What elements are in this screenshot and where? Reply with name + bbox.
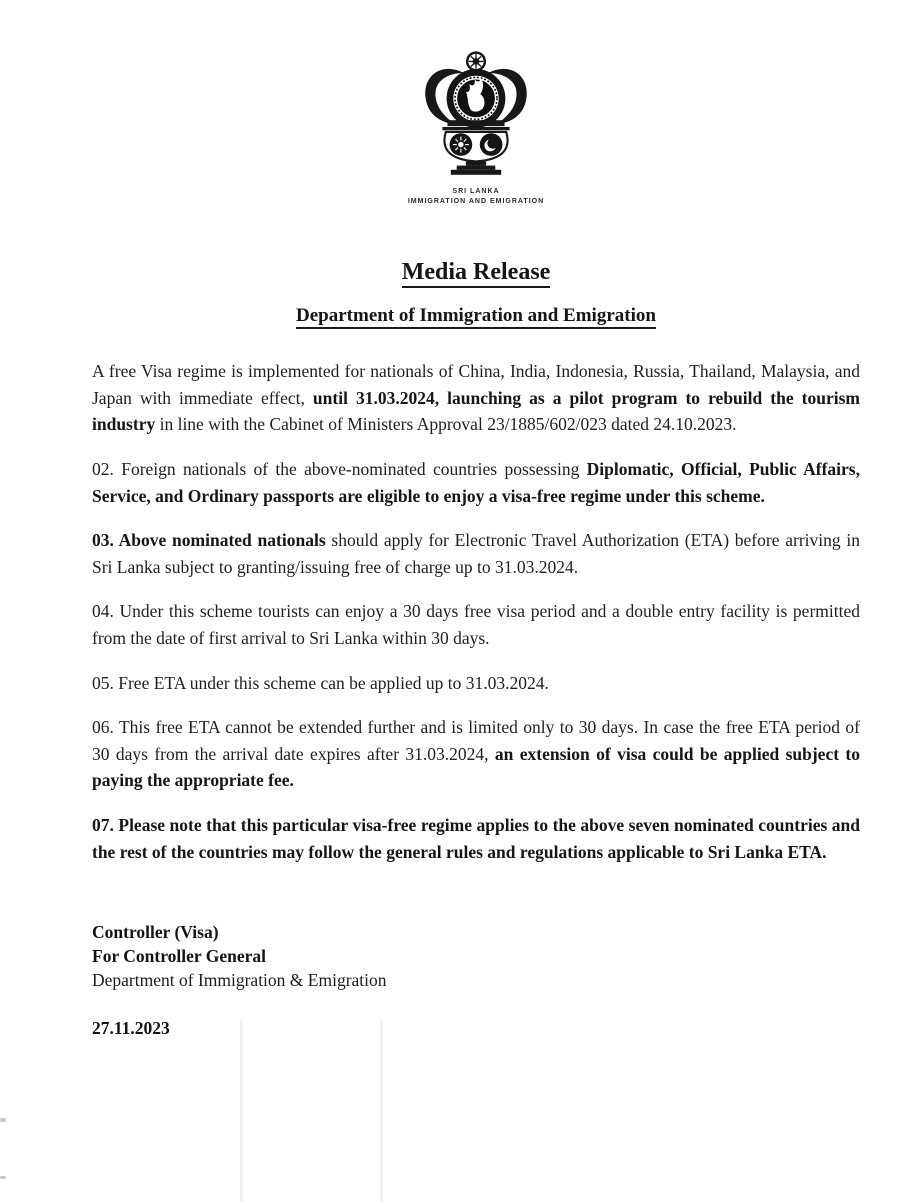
page-subtitle-text: Department of Immigration and Emigration	[296, 305, 656, 329]
paragraph-text: 04. Under this scheme tourists can enjoy a 30 days free visa period and a double entry facility is permitted from the date of first arrival to Sri Lanka within 30 days.	[92, 601, 860, 649]
signature-role: Controller (Visa)	[92, 922, 219, 943]
body-paragraph	[92, 714, 860, 794]
signature-block	[92, 921, 860, 992]
paragraph-bold-text: Diplomatic, Official, Public Affairs, Service, and Ordinary passports are eligible to enjoy a visa-free regime under this scheme.	[92, 459, 860, 506]
paragraph-text: in line with the Cabinet of Ministers Approval 23/1885/602/023 dated 24.10.2023.	[155, 414, 737, 435]
paragraph-bold-text: 07. Please note that this particular visa-free regime applies to the above seven nominated countries and the rest of the countries may follow the general rules and regulations applicable to Sri Lanka ETA.	[92, 815, 860, 862]
sri-lanka-emblem-icon	[417, 48, 535, 179]
paragraph-bold-text: until 31.03.2024, launching as a pilot program to rebuild the tourism industry	[92, 387, 861, 435]
body-paragraph	[92, 358, 860, 438]
signature-for-line: For Controller General	[92, 945, 266, 966]
page-title	[92, 259, 860, 286]
logo-caption-line1: SRI LANKA	[452, 188, 500, 195]
logo-caption-line2: IMMIGRATION AND EMIGRATION	[407, 198, 545, 206]
paragraph-text: 06. This free ETA cannot be extended further and is limited only to 30 days. In case the free ETA period of 30 days from the arrival date expires after 31.03.2024,	[92, 717, 860, 764]
paragraph-bold-text: 03. Above nominated nationals	[92, 530, 326, 551]
paragraph-text: A free Visa regime is implemented for nationals of China, India, Indonesia, Russia, Thailand, Malaysia, and Japan with immediate effect,	[92, 361, 860, 408]
page-subtitle	[92, 305, 860, 327]
body-paragraph	[92, 527, 860, 580]
paragraph-text: 05. Free ETA under this scheme can be applied up to 31.03.2024.	[92, 672, 549, 693]
body-paragraph	[92, 456, 860, 509]
page-title-text: Media Release	[402, 259, 551, 288]
paragraph-bold-text: an extension of visa could be applied subject to paying the appropriate fee.	[92, 743, 860, 791]
body-paragraph	[92, 598, 860, 651]
paragraph-text: 02. Foreign nationals of the above-nominated countries possessing	[92, 459, 587, 480]
release-date: 27.11.2023	[92, 1017, 170, 1038]
document-body	[92, 358, 860, 865]
body-paragraph	[92, 812, 860, 865]
logo-block	[92, 48, 860, 207]
body-paragraph	[92, 670, 860, 697]
signature-department: Department of Immigration & Emigration	[92, 969, 387, 990]
paragraph-text: should apply for Electronic Travel Authorization (ETA) before arriving in Sri Lanka subject to granting/issuing free of charge up to 31.03.2024.	[92, 530, 860, 577]
